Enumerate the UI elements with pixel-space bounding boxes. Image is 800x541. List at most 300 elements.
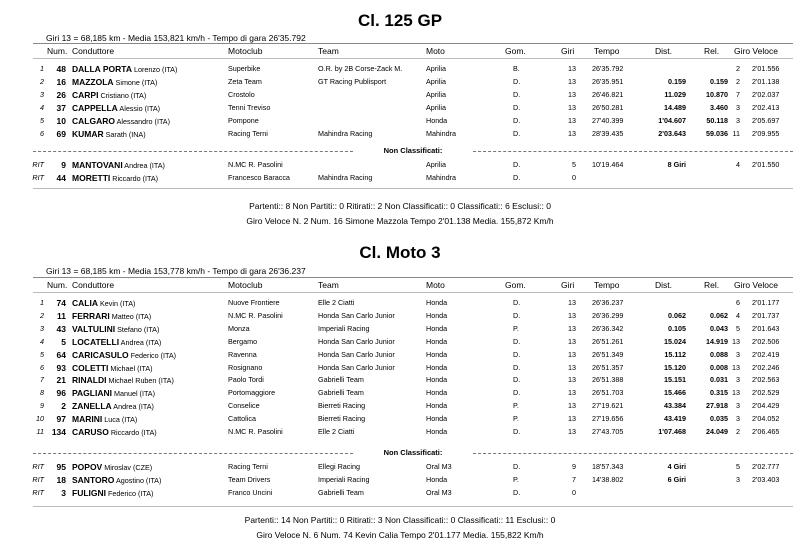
cell-club: N.MC R. Pasolini [228, 160, 283, 169]
cell-time: 27'19.621 [592, 401, 624, 411]
cell-tyre: P. [513, 401, 519, 411]
cell-pos: RIT [32, 475, 44, 484]
cell-firstname: Riccardo (ITA) [110, 428, 157, 437]
col-club: Motoclub [228, 46, 263, 56]
cell-tyre: D. [513, 362, 521, 372]
cell-club: Superbike [228, 64, 261, 73]
race-info-moto3: Giri 13 = 68,185 km - Media 153,778 km/h - Tempo di gara 26'36.237 [46, 266, 306, 276]
cell-rel: 0.043 [710, 323, 728, 333]
cell-num: 11 [57, 310, 66, 321]
cell-laps: 13 [568, 128, 576, 138]
cell-surname [72, 160, 165, 170]
table-row [0, 114, 800, 127]
cell-surname-text: POPOV [72, 462, 103, 472]
table-row [0, 101, 800, 114]
table-row [0, 322, 800, 335]
cell-time: 26'36.342 [592, 323, 624, 333]
cell-surname-text: LOCATELLI [72, 336, 120, 347]
cell-surname [72, 388, 155, 398]
cell-gap: 15.466 [664, 388, 686, 398]
cell-surname-text: CARUSO [72, 427, 109, 437]
cell-gap: 1'04.607 [658, 115, 686, 125]
cell-tyre: D. [513, 488, 521, 497]
cell-team: Bierreti Racing [318, 414, 366, 424]
cell-laps: 13 [568, 102, 576, 112]
cell-time: 27'40.399 [592, 115, 624, 125]
table-row [0, 412, 800, 425]
col-time: Tempo [594, 280, 620, 290]
cell-pos: 1 [40, 298, 44, 307]
cell-laps: 13 [568, 336, 576, 346]
cell-club: Pompone [228, 115, 259, 125]
cell-club: N.MC R. Pasolini [228, 310, 283, 320]
cell-num: 43 [56, 323, 66, 334]
cell-club: Paolo Tordi [228, 375, 264, 385]
cell-surname [72, 64, 177, 74]
cell-flt: 2'01.556 [752, 64, 780, 73]
cell-firstname: Cristiano (ITA) [100, 90, 147, 100]
cell-tyre: P. [513, 414, 519, 424]
cell-tyre: D. [513, 89, 521, 99]
cell-surname [72, 77, 157, 87]
table-row [0, 486, 800, 499]
cell-firstname: Andrea (ITA) [113, 402, 154, 412]
cell-fl: 3 [736, 102, 740, 112]
cell-laps: 0 [572, 173, 576, 182]
cell-num: 18 [56, 475, 66, 485]
cell-bike: Aprilia [426, 64, 446, 73]
cell-fl: 7 [736, 89, 740, 99]
cell-time: 26'35.792 [592, 64, 624, 73]
cell-flt: 2'01.550 [752, 160, 780, 169]
non-classified-header-moto3 [33, 448, 793, 458]
cell-rel: 59.036 [706, 128, 728, 138]
cell-club: Team Drivers [228, 475, 271, 484]
cell-num: 9 [61, 160, 66, 170]
cell-pos: RIT [32, 488, 44, 497]
cell-surname-text: MARINI [72, 414, 103, 425]
cell-fl: 4 [736, 160, 740, 169]
table-row [0, 62, 800, 75]
cell-laps: 13 [568, 401, 576, 411]
cell-surname [72, 129, 146, 139]
table-header-125gp [0, 44, 800, 58]
cell-num: 74 [56, 298, 66, 308]
table-row [0, 373, 800, 386]
cell-pos: 5 [40, 115, 44, 125]
cell-flt: 2'02.413 [752, 102, 780, 112]
cell-tyre: D. [513, 298, 521, 307]
cell-fl: 2 [736, 427, 740, 436]
cell-bike: Honda [426, 475, 448, 484]
cell-firstname: Alessio (ITA) [119, 103, 161, 113]
divider [33, 188, 793, 189]
cell-flt: 2'01.177 [752, 298, 780, 307]
table-row [0, 127, 800, 140]
cell-pos: 6 [40, 362, 44, 372]
cell-tyre: D. [513, 388, 521, 398]
cell-club: Ravenna [228, 349, 257, 359]
race-summary-125gp: Partenti:: 8 Non Partiti:: 0 Ritirati:: 2 Non Classificati:: 0 Classificati:: 6 Esclusi:: 0 [249, 201, 551, 211]
cell-laps: 13 [568, 388, 576, 398]
cell-surname-text: DALLA PORTA [72, 64, 132, 74]
cell-bike: Honda [426, 323, 448, 333]
cell-fl: 3 [736, 375, 740, 385]
cell-fl: 5 [736, 462, 740, 471]
cell-laps: 13 [568, 298, 576, 307]
col-num: Num. [47, 280, 68, 290]
cell-fl: 2 [736, 76, 740, 86]
cell-surname [72, 414, 137, 424]
cell-firstname: Riccardo (ITA) [112, 174, 159, 183]
cell-num: 37 [56, 102, 66, 113]
col-gap: Dist. [655, 280, 672, 290]
cell-fl: 6 [736, 298, 740, 307]
cell-rel: 0.035 [710, 414, 728, 424]
cell-num: 2 [61, 401, 66, 412]
cell-gap: 0.062 [668, 310, 686, 320]
cell-gap: 0.105 [668, 323, 686, 333]
cell-surname-text: VALTULINI [72, 323, 116, 334]
table-row [0, 171, 800, 184]
cell-gap: 4 Giri [667, 462, 686, 471]
cell-team: Honda San Carlo Junior [318, 310, 395, 320]
col-tyre: Gom. [505, 46, 526, 56]
cell-tyre: D. [513, 173, 521, 182]
cell-surname [72, 103, 160, 113]
cell-laps: 13 [568, 76, 576, 86]
cell-num: 93 [56, 362, 66, 373]
cell-time: 26'51.357 [592, 362, 624, 372]
col-club: Motoclub [228, 280, 263, 290]
cell-fl: 4 [736, 310, 740, 320]
table-row [0, 425, 800, 438]
cell-num: 26 [56, 89, 66, 100]
cell-team: Honda San Carlo Junior [318, 362, 395, 372]
cell-tyre: D. [513, 115, 521, 125]
cell-gap: 11.029 [664, 89, 686, 99]
cell-laps: 13 [568, 349, 576, 359]
cell-num: 134 [51, 427, 66, 437]
cell-flt: 2'04.052 [752, 414, 780, 424]
table-header-moto3 [0, 278, 800, 292]
cell-pos: 1 [40, 64, 44, 73]
cell-surname [72, 462, 152, 472]
cell-gap: 15.120 [664, 362, 686, 372]
cell-team: Imperiali Racing [318, 475, 370, 484]
cell-team: Honda San Carlo Junior [318, 349, 395, 359]
cell-club: Portomaggiore [228, 388, 276, 398]
cell-bike: Honda [426, 388, 448, 398]
cell-surname [72, 363, 153, 373]
col-rider: Conduttore [72, 280, 115, 290]
cell-team: Mahindra Racing [318, 173, 373, 182]
cell-team: Ellegi Racing [318, 462, 360, 471]
col-rel: Rel. [704, 46, 720, 56]
cell-team: Imperiali Racing [318, 323, 370, 333]
cell-bike: Aprilia [426, 102, 446, 112]
cell-fl: 13 [732, 388, 740, 398]
cell-pos: 9 [40, 401, 44, 411]
cell-surname-text: MAZZOLA [72, 76, 114, 87]
cell-pos: RIT [32, 160, 44, 169]
cell-club: Franco Uncini [228, 488, 273, 497]
cell-firstname: Kevin (ITA) [99, 299, 136, 308]
cell-time: 28'39.435 [592, 128, 624, 138]
cell-bike: Honda [426, 414, 448, 424]
cell-club: Racing Terni [228, 128, 268, 138]
cell-laps: 13 [568, 310, 576, 320]
cell-tyre: D. [513, 375, 521, 385]
cell-flt: 2'02.419 [752, 349, 780, 359]
cell-firstname: Federico (ITA) [108, 489, 154, 498]
cell-firstname: Andrea (ITA) [120, 337, 162, 347]
col-bike: Moto [426, 46, 445, 56]
cell-tyre: D. [513, 160, 521, 169]
cell-firstname: Lorenzo (ITA) [133, 65, 178, 74]
non-classified-label: Non Classificati: [381, 448, 446, 457]
cell-flt: 2'02.529 [752, 388, 780, 398]
cell-bike: Honda [426, 349, 448, 359]
col-bike: Moto [426, 280, 445, 290]
cell-club: Crostolo [228, 89, 255, 99]
cell-rel: 0.031 [710, 375, 728, 385]
cell-tyre: D. [513, 102, 521, 112]
fastest-lap-summary-125gp: Giro Veloce N. 2 Num. 16 Simone Mazzola Tempo 2'01.138 Media. 155,872 Km/h [246, 216, 554, 226]
cell-laps: 13 [568, 414, 576, 424]
cell-surname [72, 90, 146, 100]
cell-firstname: Simone (ITA) [115, 77, 158, 87]
cell-pos: 4 [40, 102, 44, 112]
cell-fl: 3 [736, 414, 740, 424]
cell-fl: 3 [736, 401, 740, 411]
cell-flt: 2'03.403 [752, 475, 780, 484]
table-row [0, 296, 800, 309]
cell-num: 3 [61, 488, 66, 498]
cell-pos: 4 [40, 336, 44, 346]
cell-num: 95 [56, 462, 66, 472]
cell-surname-text: CALGARO [72, 115, 115, 126]
cell-surname-text: ZANELLA [72, 401, 112, 412]
cell-surname-text: CAPPELLA [72, 102, 118, 113]
col-laps: Giri [561, 280, 575, 290]
cell-laps: 9 [572, 462, 576, 471]
cell-surname [72, 401, 154, 411]
col-gap: Dist. [655, 46, 672, 56]
cell-surname-text: FERRARI [72, 310, 110, 321]
cell-num: 10 [56, 115, 66, 126]
cell-fl: 11 [732, 128, 740, 138]
cell-time: 26'46.821 [592, 89, 624, 99]
table-row [0, 88, 800, 101]
divider [33, 506, 793, 507]
cell-time: 27'43.705 [592, 427, 624, 436]
cell-pos: 2 [40, 76, 44, 86]
cell-tyre: D. [513, 336, 521, 346]
col-fastest-lap: Giro Veloce [734, 46, 778, 56]
cell-pos: 3 [40, 89, 44, 99]
cell-rel: 10.870 [706, 89, 728, 99]
cell-num: 16 [56, 76, 66, 87]
cell-rel: 3.460 [710, 102, 728, 112]
cell-bike: Honda [426, 310, 448, 320]
cell-time: 10'19.464 [592, 160, 624, 169]
section-title-moto3: Cl. Moto 3 [359, 243, 441, 262]
cell-surname-text: CARICASULO [72, 349, 129, 360]
cell-firstname: Luca (ITA) [104, 415, 138, 425]
col-fastest-lap: Giro Veloce [734, 280, 778, 290]
cell-club: Zeta Team [228, 76, 262, 86]
table-row [0, 158, 800, 171]
cell-surname [72, 350, 176, 360]
cell-pos: 8 [40, 388, 44, 398]
cell-team: Honda San Carlo Junior [318, 336, 395, 346]
cell-flt: 2'02.506 [752, 336, 780, 346]
cell-flt: 2'02.563 [752, 375, 780, 385]
col-rel: Rel. [704, 280, 720, 290]
cell-club: Rosignano [228, 362, 263, 372]
cell-fl: 5 [736, 323, 740, 333]
cell-fl: 3 [736, 115, 740, 125]
cell-time: 26'50.281 [592, 102, 624, 112]
cell-firstname: Manuel (ITA) [113, 389, 155, 399]
cell-club: Racing Terni [228, 462, 268, 471]
table-row [0, 335, 800, 348]
cell-bike: Aprilia [426, 160, 446, 169]
table-row [0, 460, 800, 473]
cell-surname-text: MANTOVANI [72, 160, 123, 170]
col-team: Team [318, 280, 339, 290]
cell-num: 97 [56, 414, 66, 425]
cell-pos: 11 [36, 427, 44, 436]
cell-firstname: Miroslav (CZE) [104, 463, 153, 472]
divider [33, 292, 793, 293]
table-row [0, 348, 800, 361]
cell-rel: 0.159 [710, 76, 728, 86]
cell-bike: Honda [426, 298, 448, 307]
cell-club: Conselice [228, 401, 260, 411]
cell-team: O.R. by 2B Corse-Zack M. [318, 64, 403, 73]
cell-surname [72, 488, 153, 498]
cell-rel: 27.918 [706, 401, 728, 411]
race-summary-moto3: Partenti:: 14 Non Partiti:: 0 Ritirati:: 3 Non Classificati:: 0 Classificati:: 11 Esclusi:: 0 [244, 515, 556, 525]
cell-bike: Honda [426, 115, 448, 125]
cell-surname [72, 427, 157, 437]
cell-pos: 2 [40, 310, 44, 320]
col-tyre: Gom. [505, 280, 526, 290]
cell-firstname: Andrea (ITA) [124, 161, 165, 170]
race-info-125gp: Giri 13 = 68,185 km - Media 153,821 km/h - Tempo di gara 26'35.792 [46, 33, 306, 43]
cell-surname [72, 324, 159, 334]
cell-surname-text: CALIA [72, 298, 98, 308]
cell-num: 96 [56, 388, 66, 399]
cell-firstname: Federico (ITA) [130, 350, 177, 360]
cell-surname-text: MORETTI [72, 173, 111, 183]
cell-laps: 13 [568, 323, 576, 333]
cell-bike: Honda [426, 427, 448, 436]
cell-flt: 2'02.246 [752, 362, 780, 372]
cell-bike: Aprilia [426, 89, 446, 99]
cell-bike: Mahindra [426, 128, 456, 138]
cell-rel: 24.049 [706, 427, 728, 436]
cell-surname [72, 173, 158, 183]
cell-gap: 15.024 [664, 336, 686, 346]
cell-tyre: D. [513, 310, 521, 320]
cell-laps: 13 [568, 427, 576, 436]
cell-bike: Honda [426, 336, 448, 346]
cell-laps: 7 [572, 475, 576, 484]
cell-time: 26'51.703 [592, 388, 624, 398]
cell-tyre: D. [513, 427, 521, 436]
cell-tyre: D. [513, 349, 521, 359]
cell-rel: 0.088 [710, 349, 728, 359]
cell-fl: 13 [732, 362, 740, 372]
cell-surname [72, 375, 174, 385]
cell-laps: 5 [572, 160, 576, 169]
cell-club: N.MC R. Pasolini [228, 427, 283, 436]
cell-bike: Honda [426, 401, 448, 411]
cell-laps: 13 [568, 375, 576, 385]
cell-num: 44 [56, 173, 66, 183]
cell-club: Monza [228, 323, 250, 333]
cell-team: Gabrielli Team [318, 388, 364, 398]
cell-pos: RIT [32, 462, 44, 471]
cell-bike: Mahindra [426, 173, 456, 182]
col-time: Tempo [594, 46, 620, 56]
cell-surname [72, 475, 161, 485]
cell-team: Elle 2 Ciatti [318, 427, 355, 436]
cell-tyre: P. [513, 323, 519, 333]
cell-gap: 15.112 [664, 349, 686, 359]
cell-firstname: Michael Ruben (ITA) [108, 376, 174, 386]
cell-team: Gabrielli Team [318, 375, 364, 385]
cell-time: 27'19.656 [592, 414, 624, 424]
cell-gap: 1'07.468 [658, 427, 686, 436]
cell-firstname: Alessandro (ITA) [116, 116, 170, 126]
cell-firstname: Stefano (ITA) [117, 324, 160, 334]
cell-gap: 0.159 [668, 76, 686, 86]
cell-surname [72, 298, 135, 308]
cell-flt: 2'01.643 [752, 323, 780, 333]
cell-gap: 15.151 [664, 375, 686, 385]
cell-gap: 14.489 [664, 102, 686, 112]
cell-flt: 2'02.037 [752, 89, 780, 99]
cell-laps: 13 [568, 362, 576, 372]
cell-flt: 2'02.777 [752, 462, 780, 471]
table-row [0, 309, 800, 322]
cell-team: Mahindra Racing [318, 128, 373, 138]
cell-time: 26'35.951 [592, 76, 624, 86]
cell-gap: 43.384 [664, 401, 686, 411]
cell-firstname: Michael (ITA) [110, 363, 153, 373]
table-row [0, 399, 800, 412]
cell-tyre: D. [513, 128, 521, 138]
cell-rel: 0.008 [710, 362, 728, 372]
non-classified-label: Non Classificati: [381, 146, 446, 155]
cell-surname-text: CARPI [72, 89, 99, 100]
cell-flt: 2'01.138 [752, 76, 780, 86]
cell-firstname: Sarath (INA) [105, 129, 146, 139]
cell-laps: 0 [572, 488, 576, 497]
divider [33, 58, 793, 59]
cell-num: 64 [56, 349, 66, 360]
cell-laps: 13 [568, 89, 576, 99]
cell-rel: 50.118 [706, 115, 728, 125]
col-team: Team [318, 46, 339, 56]
cell-club: Nuove Frontiere [228, 298, 280, 307]
cell-bike: Honda [426, 362, 448, 372]
cell-time: 26'51.388 [592, 375, 624, 385]
